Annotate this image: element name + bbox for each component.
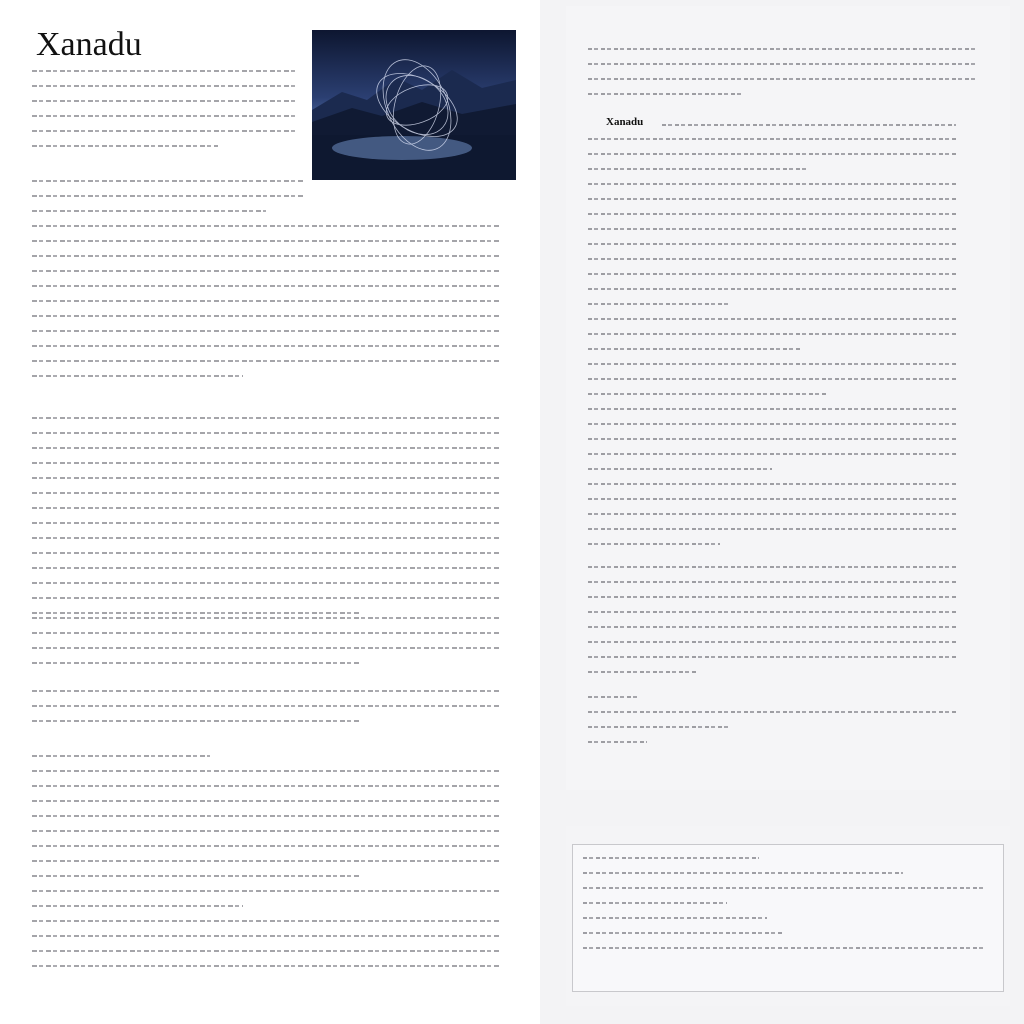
body-paragraph-3 — [32, 617, 500, 677]
sidebar-text — [583, 857, 983, 962]
intro-paragraph — [32, 70, 297, 160]
article-title: Xanadu — [36, 26, 142, 63]
sidebar-panel — [572, 844, 1004, 992]
mountain-lake-image — [312, 30, 516, 180]
right-paragraph-1 — [588, 48, 978, 108]
hero-image — [312, 30, 516, 180]
section-paragraph — [32, 755, 500, 980]
right-inline-title: Xanadu — [606, 116, 644, 128]
sidebar-box — [566, 826, 1010, 1006]
right-paragraph-2-first — [662, 124, 956, 139]
right-paragraph-3 — [588, 566, 956, 686]
body-paragraph-2 — [32, 417, 500, 627]
body-paragraph-4 — [32, 690, 500, 735]
right-page — [566, 6, 1010, 790]
right-paragraph-2 — [588, 138, 956, 558]
right-paragraph-4 — [588, 696, 956, 756]
body-paragraph-1 — [32, 180, 500, 390]
